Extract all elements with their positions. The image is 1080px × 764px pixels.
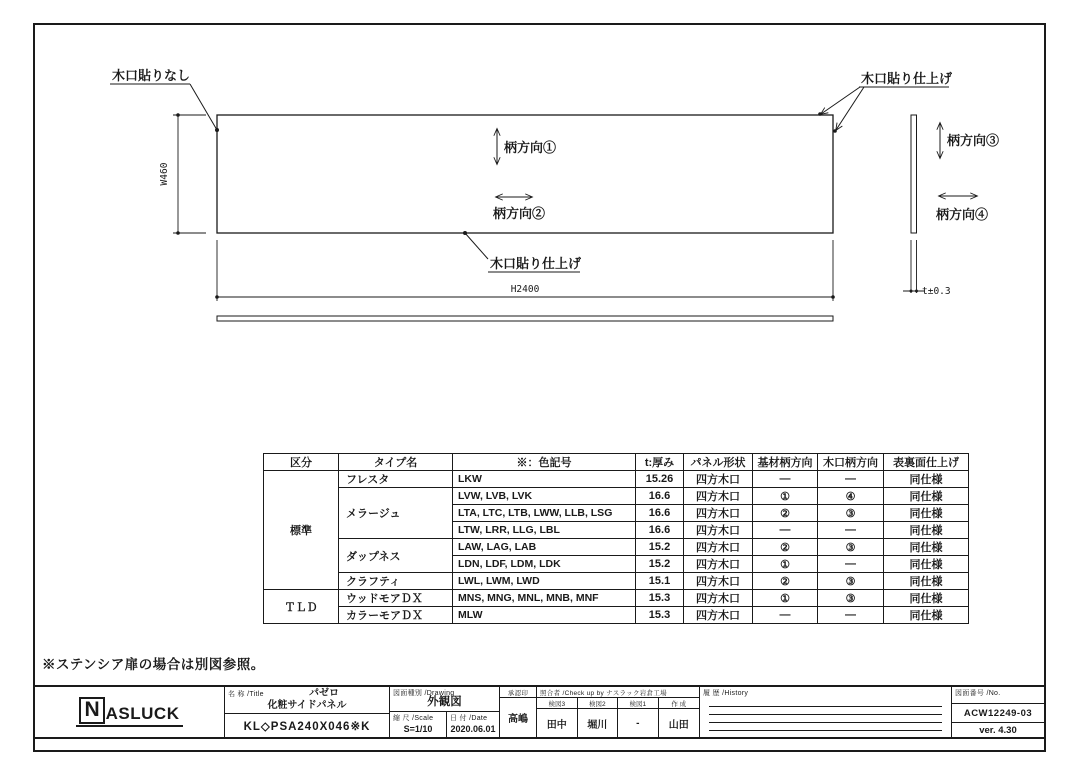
table-cell: 15.26 (636, 471, 684, 488)
table-row (264, 488, 969, 505)
table-cell: ② (753, 573, 818, 590)
table-cell: ③ (818, 505, 884, 522)
leader-edge-finish-top (818, 87, 949, 133)
checker-name: 山田 (668, 719, 689, 731)
table-cell: 四方木口 (684, 590, 753, 607)
checker-name: - (618, 709, 659, 737)
spec-table-header-row (264, 454, 969, 471)
table-cell: LAW, LAG, LAB (453, 539, 636, 556)
approval-name: 高嶋 (508, 714, 528, 725)
checker-name: 堀川 (578, 709, 619, 737)
label-no-edge: 木口貼りなし (112, 68, 191, 83)
logo-n-mark: N (79, 697, 104, 724)
table-cell: 四方木口 (684, 505, 753, 522)
table-cell: ウッドモアＤＸ (339, 590, 453, 607)
approval-label: 承認印 (507, 689, 529, 697)
scale-cell (390, 712, 447, 737)
table-cell: ③ (818, 590, 884, 607)
checker-name: 田中 (537, 709, 578, 737)
model-code: KL◇PSA240X046※K (243, 721, 371, 733)
spec-table (263, 453, 969, 624)
table-cell: 同仕様 (884, 607, 969, 624)
table-cell: ① (753, 590, 818, 607)
table-cell: 同仕様 (884, 522, 969, 539)
table-cell: LTA, LTC, LTB, LWW, LLB, LSG (453, 505, 636, 522)
column-header: タイプ名 (339, 454, 453, 471)
check-col-label: 検図3 (537, 698, 578, 708)
check-subheaders (537, 698, 699, 709)
table-cell: ― (818, 522, 884, 539)
history-line (709, 730, 942, 731)
table-cell: 同仕様 (884, 488, 969, 505)
table-cell: 標準 (264, 471, 339, 590)
table-cell: 四方木口 (684, 539, 753, 556)
column-header: 区分 (264, 454, 339, 471)
table-cell: 16.6 (636, 488, 684, 505)
table-cell: ③ (818, 539, 884, 556)
dimension-w460 (173, 113, 206, 235)
table-cell: ― (753, 607, 818, 624)
table-cell: 16.6 (636, 505, 684, 522)
table-cell: カラーモアＤＸ (339, 607, 453, 624)
pattern-dir-1-label: 柄方向① (504, 140, 557, 155)
table-cell: ③ (818, 573, 884, 590)
table-cell: フレスタ (339, 471, 453, 488)
date-value: 2020.06.01 (450, 724, 496, 734)
label-edge-finish-top: 木口貼り仕上げ (861, 71, 953, 86)
label-edge-finish-bottom: 木口貼り仕上げ (490, 256, 582, 271)
table-cell: 同仕様 (884, 556, 969, 573)
pattern-dir-2-label: 柄方向② (493, 206, 546, 221)
scale-label: 縮 尺 /Scale (393, 715, 434, 722)
title-label: 名 称 /Title (228, 691, 264, 698)
table-cell: 同仕様 (884, 539, 969, 556)
history-line (709, 722, 942, 723)
drawing-number-value: ACW12249-03 (952, 703, 1044, 723)
drawing-number-cell (952, 687, 1044, 737)
table-row (264, 471, 969, 488)
approval-cell (500, 687, 537, 737)
drawing-type-cell (390, 687, 500, 737)
panel-side-view (911, 115, 917, 233)
table-cell: MLW (453, 607, 636, 624)
table-row (264, 607, 969, 624)
table-cell: 同仕様 (884, 590, 969, 607)
table-cell: 四方木口 (684, 556, 753, 573)
table-cell: 同仕様 (884, 573, 969, 590)
table-row (264, 590, 969, 607)
drawing-type-area (390, 687, 499, 712)
table-cell: ― (818, 607, 884, 624)
table-cell: 四方木口 (684, 607, 753, 624)
column-header: ※：色記号 (453, 454, 636, 471)
table-cell: 15.1 (636, 573, 684, 590)
table-cell: ② (753, 505, 818, 522)
table-row (264, 539, 969, 556)
table-cell: 四方木口 (684, 522, 753, 539)
column-header: t:厚み (636, 454, 684, 471)
date-label: 日 付 /Date (450, 715, 488, 722)
drawing-type-label: 図面種別 /Drawing (393, 690, 455, 697)
table-cell: 四方木口 (684, 471, 753, 488)
table-cell: LTW, LRR, LLG, LBL (453, 522, 636, 539)
table-cell: 15.2 (636, 556, 684, 573)
table-cell: 同仕様 (884, 505, 969, 522)
title-cell (225, 687, 390, 737)
pattern-dir-3-label: 柄方向③ (947, 133, 1000, 148)
drawing-type-value: 外観図 (427, 696, 462, 708)
logo-wordmark: ASLUCK (105, 704, 180, 724)
table-cell: 四方木口 (684, 573, 753, 590)
table-cell: 15.3 (636, 607, 684, 624)
table-cell: 16.6 (636, 522, 684, 539)
check-values (537, 709, 699, 737)
product-series: パゼロ (309, 688, 339, 699)
product-name: 化粧サイドパネル (267, 700, 347, 711)
table-cell: ― (753, 471, 818, 488)
table-cell: ― (753, 522, 818, 539)
stencia-note: ※ステンシア扉の場合は別図参照。 (42, 657, 265, 672)
table-cell: クラフティ (339, 573, 453, 590)
table-cell: 15.3 (636, 590, 684, 607)
pattern-dir-4-label: 柄方向④ (936, 207, 989, 222)
history-line (709, 714, 942, 715)
table-cell: ② (753, 539, 818, 556)
table-row (264, 573, 969, 590)
history-line (709, 706, 942, 707)
title-block (33, 685, 1046, 739)
spec-table-body (264, 471, 969, 624)
column-header: 木口柄方向 (818, 454, 884, 471)
table-cell: ④ (818, 488, 884, 505)
dim-height-label: H2400 (510, 284, 540, 295)
table-cell: ダップネス (339, 539, 453, 573)
nasluck-logo (76, 697, 182, 727)
table-cell: 15.2 (636, 539, 684, 556)
logo-cell (35, 687, 225, 737)
check-cell (537, 687, 700, 737)
column-header: 表裏面仕上げ (884, 454, 969, 471)
column-header: パネル形状 (684, 454, 753, 471)
version-value: ver. 4.30 (979, 724, 1017, 736)
date-cell (447, 712, 499, 737)
table-cell: 四方木口 (684, 488, 753, 505)
check-col-label: 作 成 (671, 700, 687, 708)
table-cell: ― (818, 556, 884, 573)
history-label: 履 歴 /History (703, 690, 749, 697)
table-cell: メラージュ (339, 488, 453, 539)
history-cell (700, 687, 952, 737)
table-cell: ＴＬＤ (264, 590, 339, 624)
panel-edge-view (217, 316, 833, 321)
scale-value: S=1/10 (403, 724, 433, 734)
table-cell: LWL, LWM, LWD (453, 573, 636, 590)
table-cell: ① (753, 488, 818, 505)
column-header: 基材柄方向 (753, 454, 818, 471)
table-cell: MNS, MNG, MNL, MNB, MNF (453, 590, 636, 607)
table-cell: LDN, LDF, LDM, LDK (453, 556, 636, 573)
table-cell: ― (818, 471, 884, 488)
product-name-area (225, 688, 389, 714)
table-cell: 同仕様 (884, 471, 969, 488)
table-cell: LKW (453, 471, 636, 488)
check-col-label: 検図2 (578, 698, 619, 708)
dim-thickness-label: t±0.3 (922, 286, 951, 297)
leader-no-edge (110, 84, 219, 132)
check-col-label: 検図1 (618, 698, 659, 708)
drawing-number-label: 図面番号 /No. (955, 690, 1001, 697)
table-cell: LVW, LVB, LVK (453, 488, 636, 505)
dim-width-label: W460 (159, 162, 170, 186)
table-cell: ① (753, 556, 818, 573)
check-label: 照合者 /Check up by ナスラック岩倉工場 (540, 689, 667, 697)
